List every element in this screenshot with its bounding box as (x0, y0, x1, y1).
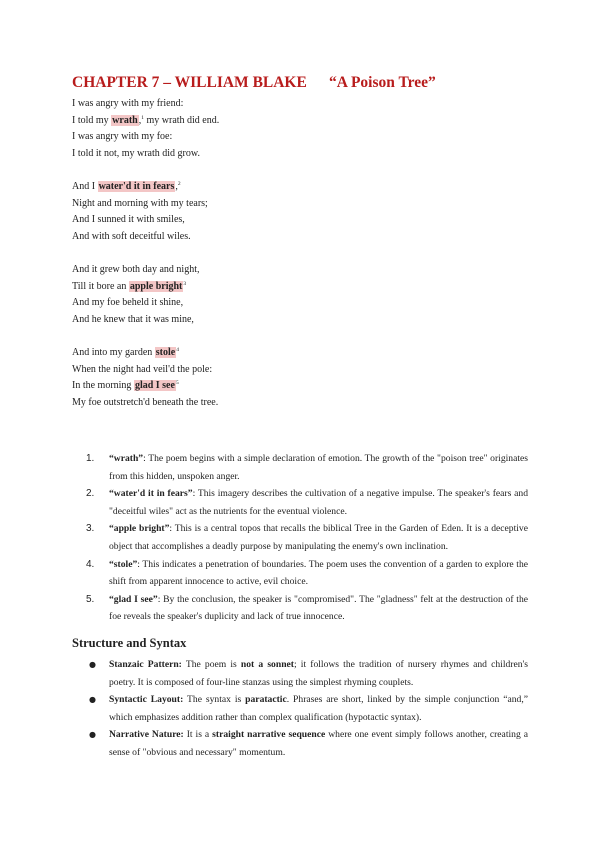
footnote-item (86, 556, 528, 591)
page-header (72, 74, 532, 94)
footnote-ref-2[interactable]: 2 (177, 180, 181, 187)
stanza-4 (72, 345, 372, 411)
highlight-apple-bright: apple bright (129, 280, 183, 292)
poem-line: When the night had veil'd the pole: (72, 363, 213, 375)
footnote-ref-3[interactable]: 3 (183, 280, 187, 287)
footnote-item (86, 485, 528, 520)
highlight-stole: stole (155, 346, 176, 358)
item-text: The syntax is (183, 694, 246, 706)
poem-line: And it grew both day and night, (72, 263, 200, 275)
structure-item (86, 656, 528, 691)
footnote-term: “wrath” (109, 453, 144, 464)
line-text: Till it bore an (72, 280, 129, 292)
section-heading: Structure and Syntax (72, 636, 187, 650)
footnotes-list (86, 450, 528, 626)
highlight-wrath: wrath (112, 114, 138, 126)
footnote-term: “glad I see” (109, 593, 158, 605)
footnote-term: “water'd it in fears” (109, 488, 193, 500)
item-text: It is a (183, 729, 213, 741)
item-text: ; it follows the tradition of nursery rhymes and children's poetry. It is composed of four-line stanzas using the simplest rhyming couplets. (109, 659, 529, 688)
poem-line: I was angry with my friend: (72, 98, 184, 109)
item-label: Narrative Nature: (109, 729, 184, 741)
footnote-text: : This indicates a penetration of boundaries. The poem uses the convention of a garden to explore the shift from apparent innocence to active, evil choice. (109, 558, 528, 588)
footnote-term: “stole” (109, 558, 138, 570)
poem-line: My foe outstretch'd beneath the tree. (72, 396, 219, 408)
footnote-text: : This is a central topos that recalls the biblical Tree in the Garden of Eden. It is a deceptive object that accomplishes a deadly purpose by manipulating the enemy's own inclination. (109, 523, 528, 552)
highlight-waterd-it-in-fears: water'd it in fears (98, 180, 175, 192)
poem-title: “A Poison Tree” (329, 74, 436, 91)
footnote-number: 5. (86, 593, 95, 605)
line-text: , (175, 180, 178, 192)
poem-line (72, 179, 372, 196)
item-emphasis: not a sonnet (240, 659, 294, 670)
poem-line (72, 378, 372, 395)
line-text: And I (72, 180, 98, 192)
footnote-text: : This imagery describes the cultivation of a negative impulse. The speaker's fears and "deceitful wiles" act as the nutrients for the eventual violence. (109, 488, 528, 517)
item-emphasis: straight narrative sequence (212, 729, 326, 741)
line-text: And into my garden (72, 346, 155, 358)
poem-line: I told my wrath,$^1$ my wrath did end. (72, 114, 220, 126)
poem-line (72, 345, 372, 362)
item-label: Stanzaic Pattern: (109, 659, 182, 670)
footnote-number: 2. (86, 488, 95, 500)
structure-list (86, 656, 528, 762)
bullet-icon: ● (89, 730, 96, 740)
footnote-number: 1. (86, 453, 95, 464)
footnote-number: 3. (86, 523, 95, 535)
footnote-text: : By the conclusion, the speaker is "compromised". The "gladness" felt at the destruction of the foe reveals the speaker's duplicity and lack of true innocence. (109, 593, 529, 623)
structure-item (86, 726, 528, 761)
item-text: where one event simply follows another, creating a sense of "obvious and necessary" momentum. (109, 729, 528, 758)
stanza-2 (72, 179, 372, 245)
poem-line: Night and morning with my tears; (72, 197, 208, 209)
line-text: my wrath did end. (143, 114, 220, 126)
footnote-item (86, 450, 528, 485)
bullet-icon: ● (89, 695, 96, 705)
line-text: I told my (72, 114, 112, 126)
bullet-icon: ● (89, 660, 96, 669)
footnote-ref-5[interactable]: 5 (175, 380, 179, 387)
poem-line: And I sunned it with smiles, (72, 214, 185, 226)
poem-line: And he knew that it was mine, (72, 313, 194, 325)
footnote-item (86, 520, 528, 555)
highlight-glad-i-see: glad I see (134, 380, 175, 392)
chapter-title: CHAPTER 7 – WILLIAM BLAKE (72, 74, 307, 91)
poem-line (72, 279, 372, 296)
poem-line: I told it not, my wrath did grow. (72, 147, 200, 159)
item-label: Syntactic Layout: (109, 694, 184, 706)
item-text: The poem is (181, 659, 241, 670)
stanza-3 (72, 262, 372, 328)
item-emphasis: paratactic (245, 694, 287, 706)
footnote-item (86, 591, 528, 626)
footnote-number: 4. (86, 558, 95, 570)
footnote-ref-1[interactable]: 1 (141, 114, 144, 121)
footnote-ref-4[interactable]: 4 (176, 346, 179, 353)
footnote-text: : The poem begins with a simple declaration of emotion. The growth of the "poison tree" originates from this hidden, unspoken anger. (109, 453, 528, 482)
stanza-1 (72, 96, 372, 162)
poem-text (72, 96, 372, 428)
poem-line: I was angry with my foe: (72, 131, 173, 143)
poem-line: And with soft deceitful wiles. (72, 230, 191, 242)
poem-line: And my foe beheld it shine, (72, 297, 184, 309)
line-text: In the morning (72, 380, 134, 392)
item-text: . Phrases are short, linked by the simple conjunction “and,” which emphasizes addition rather than complex qualification (hypotactic syntax). (109, 694, 528, 723)
structure-item (86, 691, 528, 726)
footnote-term: “apple bright” (109, 523, 170, 535)
